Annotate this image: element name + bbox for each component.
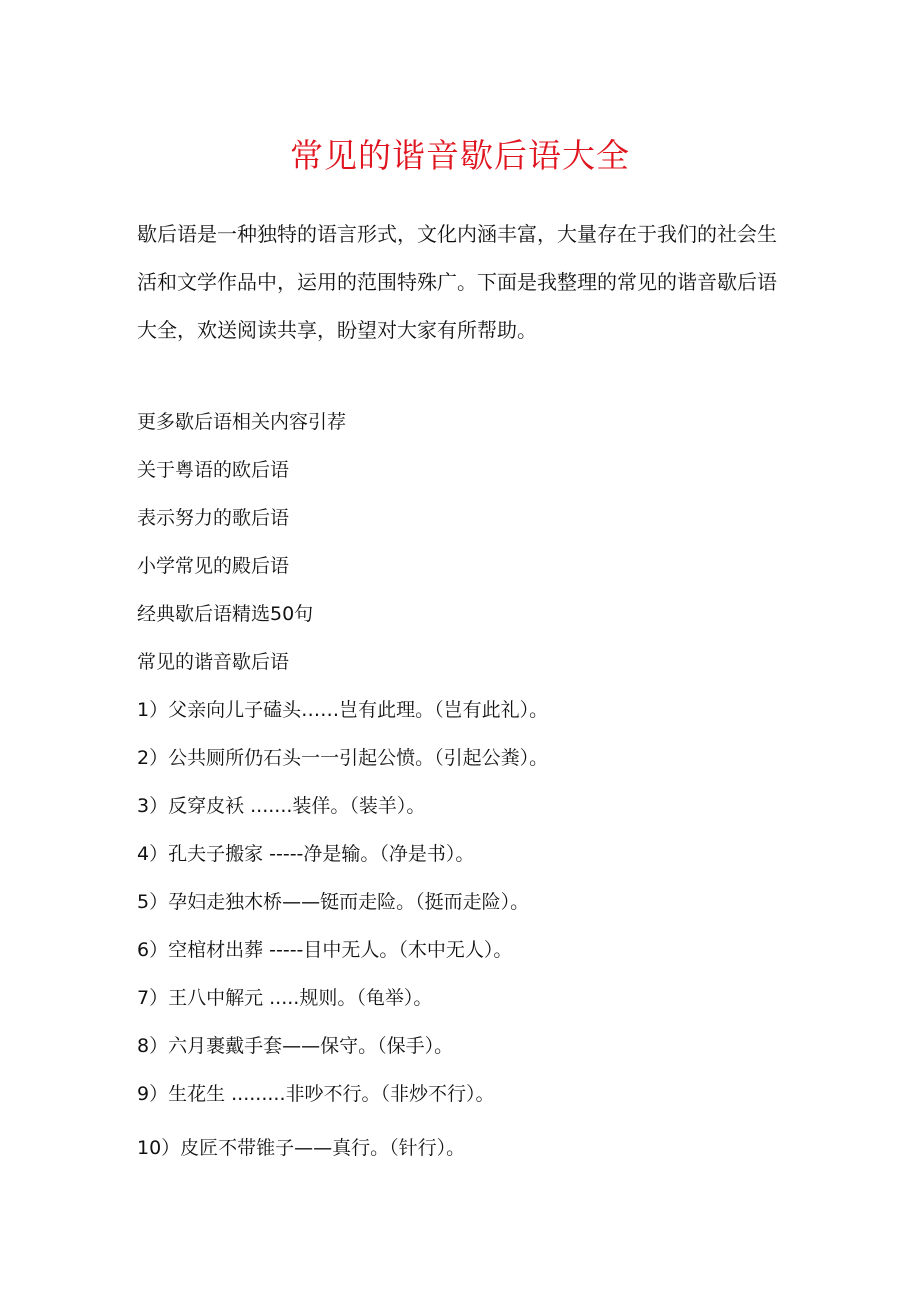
list-item: 9）生花生 .........非吵不行。（非炒不行）。 [137, 1083, 495, 1105]
list-item: 3）反穿皮袄 .......装佯。（装羊）。 [137, 795, 426, 817]
related-link-2[interactable]: 表示努力的歌后语 [137, 507, 290, 529]
list-item: 10）皮匠不带锥子——真行。（针行）。 [137, 1137, 466, 1159]
related-link-4[interactable]: 经典歇后语精选50句 [137, 603, 314, 625]
page-title: 常见的谐音歇后语大全 [290, 136, 630, 175]
list-item: 7）王八中解元 .....规则。（龟举）。 [137, 987, 433, 1009]
list-item: 4）孔夫子搬家 -----净是输。（净是书）。 [137, 843, 475, 865]
list-item: 6）空棺材出葬 -----目中无人。（木中无人）。 [137, 939, 513, 961]
related-link-1[interactable]: 关于粤语的欧后语 [137, 459, 290, 481]
related-link-3[interactable]: 小学常见的殿后语 [137, 555, 290, 577]
list-item: 5）孕妇走独木桥——铤而走险。（挺而走险）。 [137, 891, 530, 913]
related-heading: 更多歇后语相关内容引荐 [137, 411, 347, 433]
list-item: 8）六月裹戴手套——保守。（保手）。 [137, 1035, 454, 1057]
list-item: 2）公共厕所仍石头一一引起公愤。（引起公粪）。 [137, 747, 549, 769]
section-heading: 常见的谐音歇后语 [137, 651, 290, 673]
intro-paragraph: 歇后语是一种独特的语言形式，文化内涵丰富，大量存在于我们的社会生活和文学作品中，运用的范围特殊广。下面是我整理的常见的谐音歇后语大全，欢送阅读共享，盼望对大家有所帮助。 [137, 222, 777, 342]
list-item: 1）父亲向儿子磕头……岂有此理。（岂有此礼）。 [137, 699, 549, 721]
